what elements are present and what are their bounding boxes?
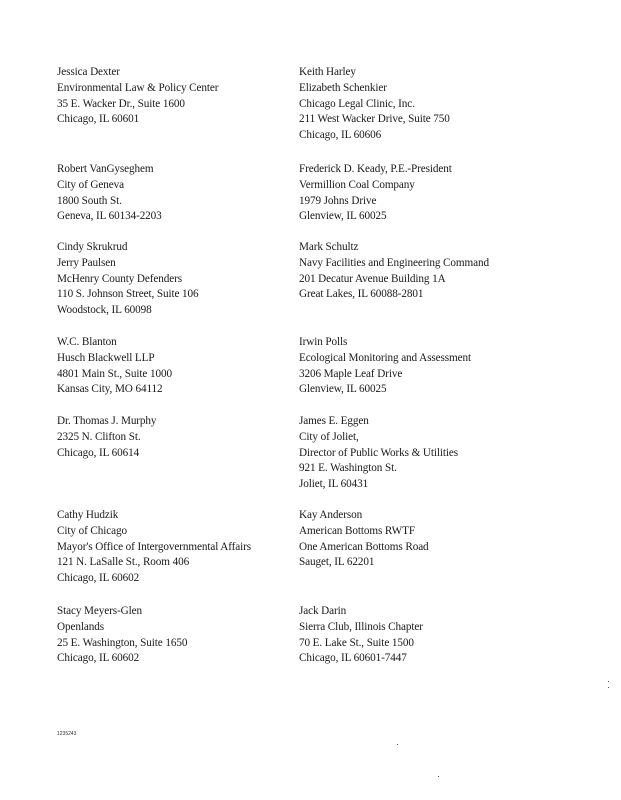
scan-speck [438, 776, 439, 777]
contact-name: Dr. Thomas J. Murphy [57, 415, 157, 427]
contact-name: Kay Anderson [299, 509, 363, 521]
address-line: 211 West Wacker Drive, Suite 750 [299, 113, 450, 126]
contact-name: Cindy Skrukrud [57, 241, 128, 253]
right-address-block [299, 335, 471, 398]
right-address-block [299, 414, 458, 493]
address-line: Kansas City, MO 64112 [57, 383, 163, 396]
address-line: Jerry Paulsen [57, 256, 116, 269]
address-line: 70 E. Lake St., Suite 1500 [299, 636, 414, 649]
address-line: Woodstock, IL 60098 [57, 304, 152, 317]
contact-name: Robert VanGyseghem [57, 163, 154, 175]
address-line: 35 E. Wacker Dr., Suite 1600 [57, 97, 185, 110]
address-line: Glenview, IL 60025 [299, 210, 387, 223]
address-line: Chicago, IL 60601 [57, 113, 140, 126]
right-address-block [299, 162, 452, 225]
address-line: 921 E. Washington St. [299, 462, 397, 475]
address-line: Chicago, IL 60602 [57, 572, 140, 585]
contact-name: Irwin Polls [299, 336, 348, 348]
address-line: 3206 Maple Leaf Drive [299, 367, 403, 380]
address-line: 121 N. LaSalle St., Room 406 [57, 556, 190, 569]
address-line: Openlands [57, 620, 104, 633]
address-line: Joliet, IL 60431 [299, 478, 369, 491]
left-address-block [57, 508, 251, 587]
document-code: 1235243 [57, 731, 77, 737]
address-line: American Bottoms RWTF [299, 524, 415, 537]
address-line: Geneva, IL 60134-2203 [57, 210, 162, 223]
scan-speck [608, 681, 609, 682]
address-line: Vermillion Coal Company [299, 178, 415, 191]
address-line: Sierra Club, Illinois Chapter [299, 620, 423, 633]
contact-name: Mark Schultz [299, 241, 359, 253]
address-line: Sauget, IL 62201 [299, 556, 375, 569]
left-address-block [57, 604, 187, 667]
contact-name: Jessica Dexter [57, 66, 120, 78]
address-line: Chicago Legal Clinic, Inc. [299, 97, 415, 110]
address-line: Chicago, IL 60601-7447 [299, 652, 407, 665]
address-line: Chicago, IL 60602 [57, 652, 140, 665]
left-address-block [57, 162, 162, 225]
contact-name: James E. Eggen [299, 415, 369, 427]
address-line: Elizabeth Schenkier [299, 81, 387, 94]
address-line: 1800 South St. [57, 194, 122, 207]
address-line: Glenview, IL 60025 [299, 383, 387, 396]
address-line: 25 E. Washington, Suite 1650 [57, 636, 188, 649]
address-line: Great Lakes, IL 60088-2801 [299, 288, 424, 301]
left-address-block [57, 414, 156, 461]
address-line: City of Joliet, [299, 430, 359, 443]
address-line: Environmental Law & Policy Center [57, 81, 219, 94]
contact-name: Keith Harley [299, 66, 356, 78]
contact-name: W.C. Blanton [57, 336, 117, 348]
right-address-block [299, 65, 450, 144]
right-address-block [299, 508, 429, 571]
address-line: 1979 Johns Drive [299, 194, 377, 207]
address-line: One American Bottoms Road [299, 540, 429, 553]
contact-name: Stacy Meyers-Glen [57, 605, 142, 617]
left-address-block [57, 65, 218, 128]
scan-speck [397, 744, 398, 745]
address-line: Chicago, IL 60606 [299, 129, 382, 142]
address-line: Chicago, IL 60614 [57, 446, 140, 459]
right-address-block [299, 604, 423, 667]
contact-name: Jack Darin [299, 605, 347, 617]
contact-name: Cathy Hudzik [57, 509, 119, 521]
address-line: McHenry County Defenders [57, 272, 182, 285]
address-line: 4801 Main St., Suite 1000 [57, 367, 172, 380]
address-line: City of Chicago [57, 524, 127, 537]
scan-speck [608, 687, 609, 688]
address-line: Director of Public Works & Utilities [299, 446, 459, 459]
address-line: 110 S. Johnson Street, Suite 106 [57, 288, 199, 301]
contact-name: Frederick D. Keady, P.E.-President [299, 163, 452, 175]
address-line: Husch Blackwell LLP [57, 351, 155, 364]
left-address-block [57, 335, 172, 398]
address-line: Navy Facilities and Engineering Command [299, 256, 489, 269]
left-address-block [57, 240, 199, 319]
address-line: 2325 N. Clifton St. [57, 430, 141, 443]
address-line: Mayor's Office of Intergovernmental Affairs [57, 540, 252, 553]
address-line: Ecological Monitoring and Assessment [299, 351, 471, 364]
address-line: 201 Decatur Avenue Building 1A [299, 272, 446, 285]
right-address-block [299, 240, 489, 303]
address-line: City of Geneva [57, 178, 124, 191]
